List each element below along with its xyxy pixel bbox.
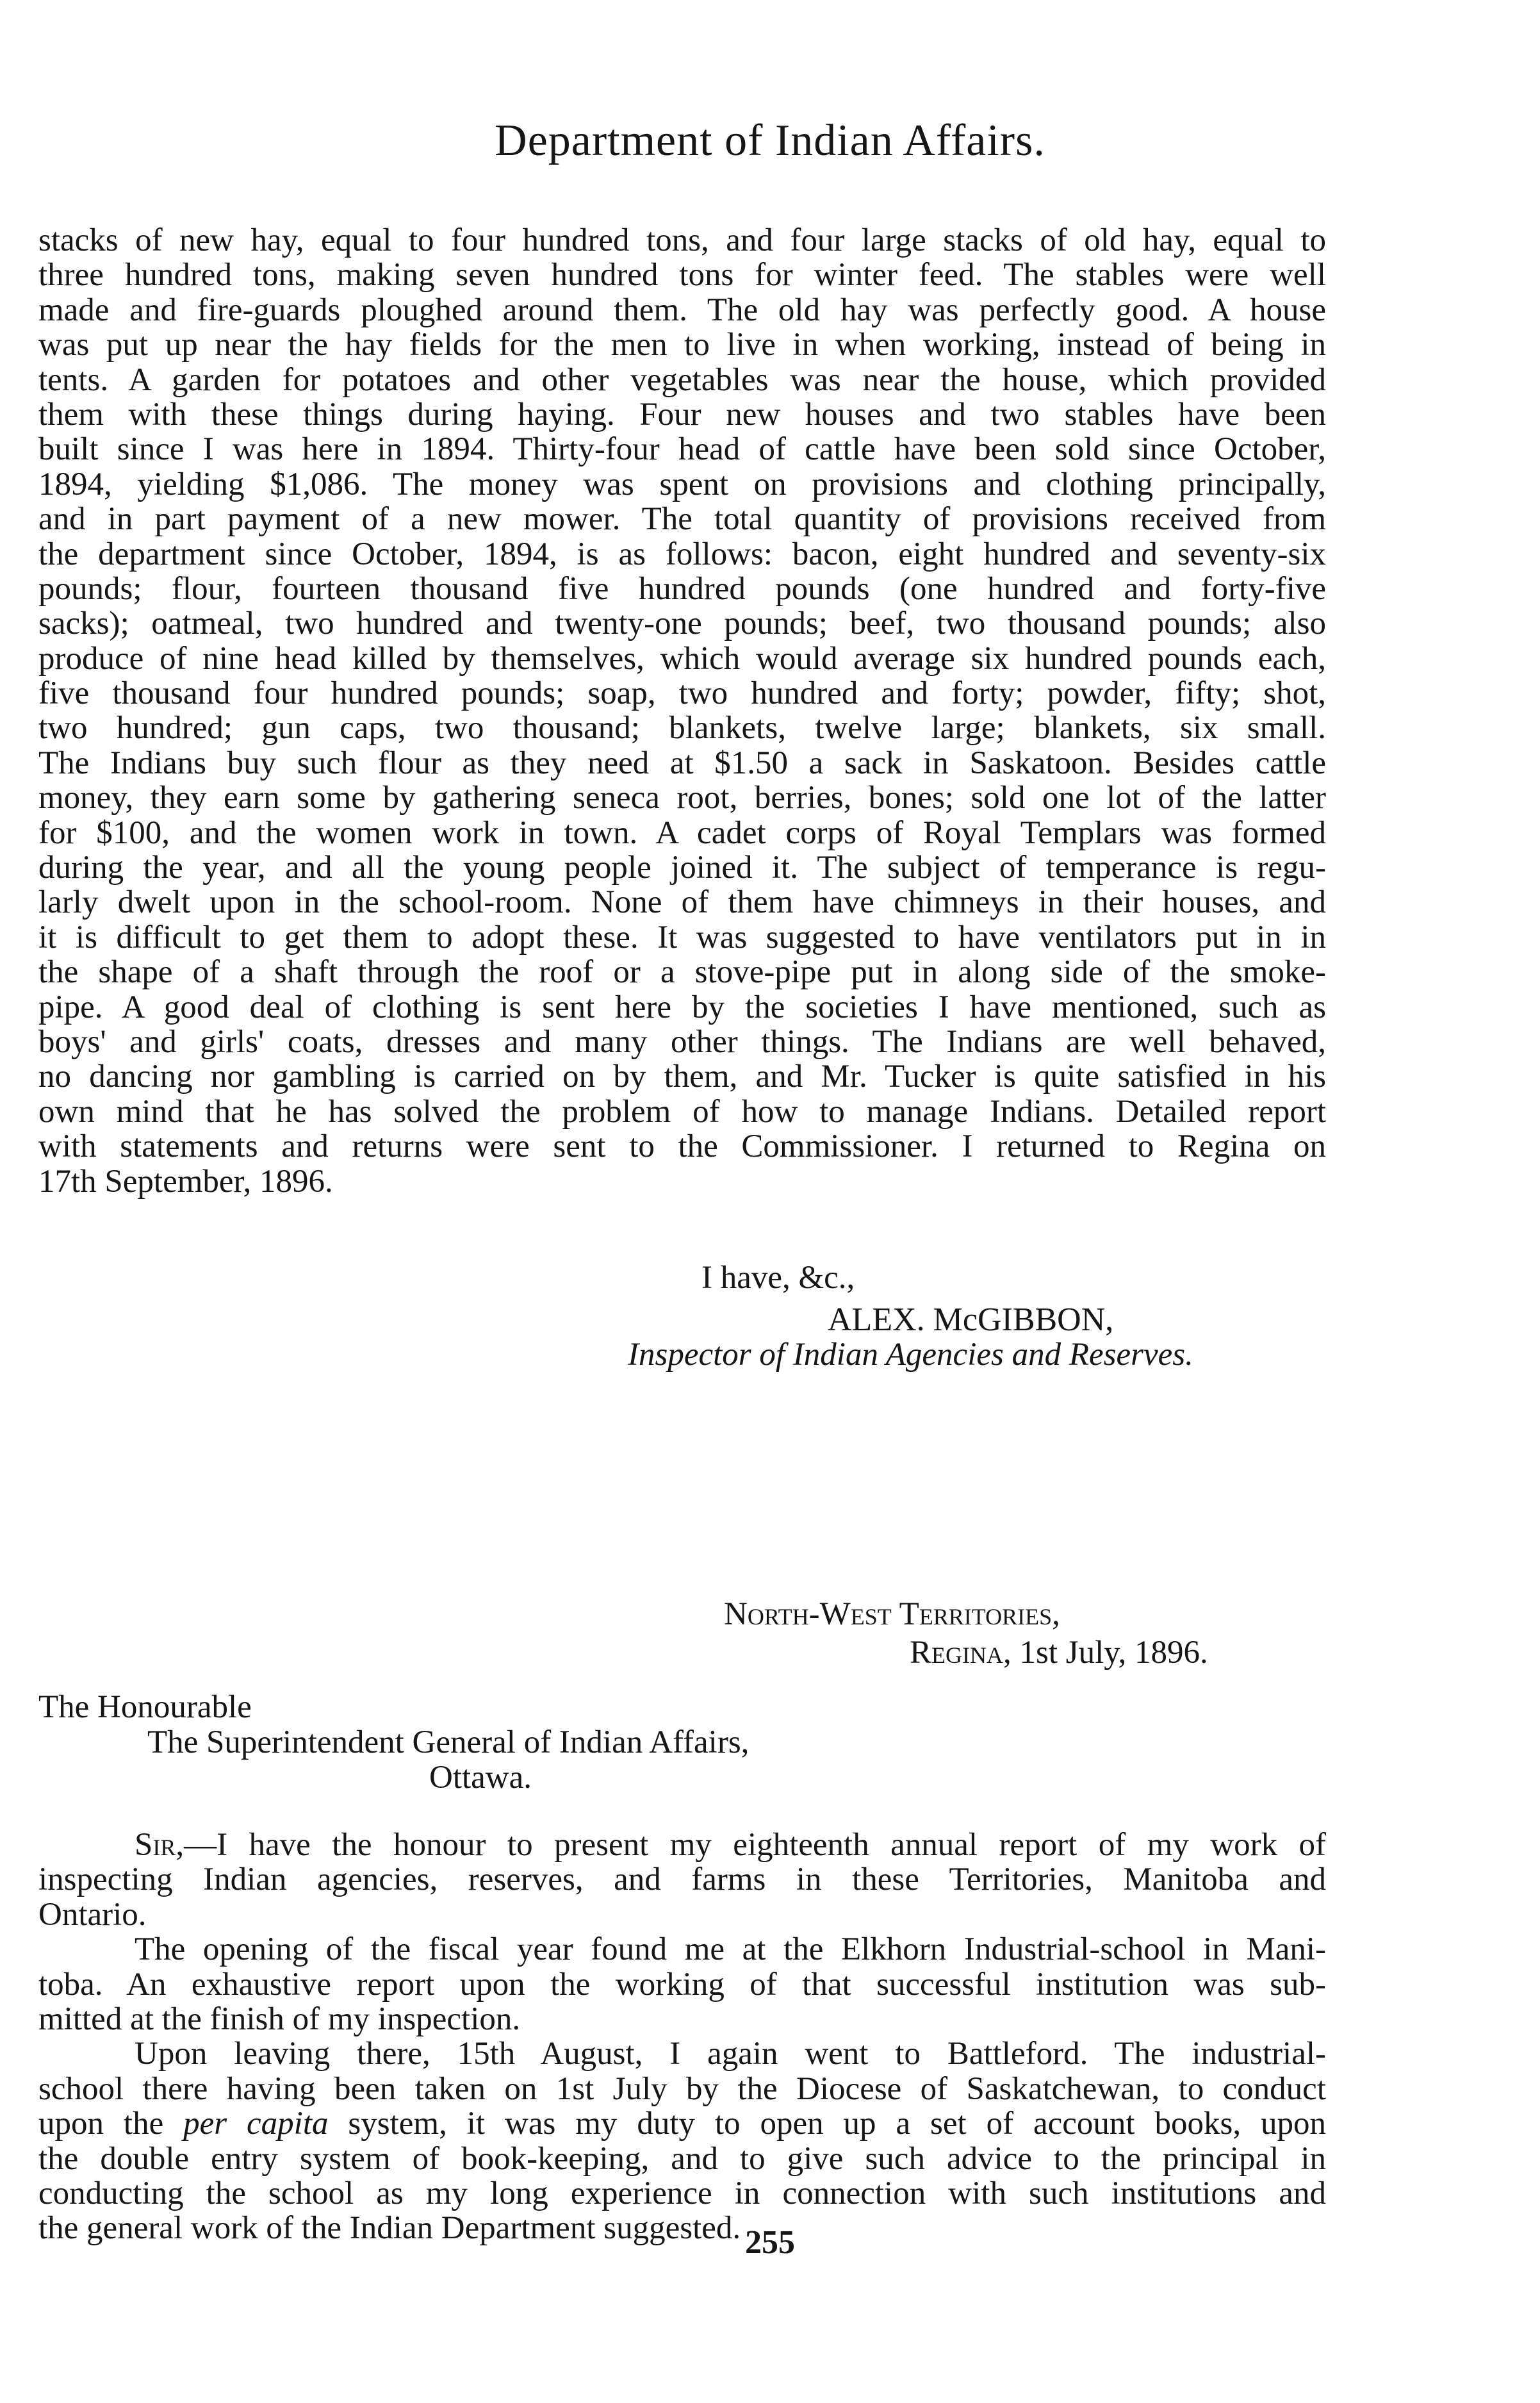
body-line: larly dwelt upon in the school-room. None of them have chimneys in their houses, and	[38, 884, 1326, 921]
letter-para2-line: toba. An exhaustive report upon the working of that successful institution was sub-	[38, 1966, 1326, 2002]
page-header: Department of Indian Affairs.	[495, 116, 1045, 165]
body-line: built since I was here in 1894. Thirty-four head of cattle have been sold since October,	[38, 431, 1326, 468]
body-line: was put up near the hay fields for the men to live in when working, instead of being in	[38, 327, 1326, 363]
body-line: sacks); oatmeal, two hundred and twenty-one pounds; beef, two thousand pounds; also	[38, 606, 1326, 642]
body-line: for $100, and the women work in town. A cadet corps of Royal Templars was formed	[38, 814, 1326, 851]
body-line: produce of nine head killed by themselves, which would average six hundred pounds each,	[38, 640, 1326, 677]
letter-para1-line: Ontario.	[38, 1896, 147, 1933]
letter-para2-line: mitted at the finish of my inspection.	[38, 2001, 521, 2037]
signoff-title: Inspector of Indian Agencies and Reserves.	[628, 1337, 1193, 1373]
addressee-line-3: Ottawa.	[429, 1760, 532, 1796]
body-line: money, they earn some by gathering seneca root, berries, bones; sold one lot of the latter	[38, 780, 1326, 816]
letter-para1-line: Sir,—I have the honour to present my eighteenth annual report of my work of	[135, 1827, 1326, 1863]
letter-para3-line: the double entry system of book-keeping, and to give such advice to the principal in	[38, 2140, 1326, 2177]
body-line: boys' and girls' coats, dresses and many other things. The Indians are well behaved,	[38, 1023, 1326, 1060]
dateline-place: North-West Territories,	[724, 1596, 1060, 1632]
body-line: and in part payment of a new mower. The total quantity of provisions received from	[38, 501, 1326, 538]
letter-para3-line: school there having been taken on 1st July by the Diocese of Saskatchewan, to conduct	[38, 2070, 1326, 2107]
body-line: with statements and returns were sent to the Commissioner. I returned to Regina on	[38, 1128, 1326, 1165]
body-line: it is difficult to get them to adopt these. It was suggested to have ventilators put in in	[38, 919, 1326, 955]
body-line: pounds; flour, fourteen thousand five hundred pounds (one hundred and forty-five	[38, 570, 1326, 607]
addressee-line-2: The Superintendent General of Indian Affairs,	[147, 1724, 750, 1760]
signoff-name: ALEX. McGIBBON,	[828, 1301, 1114, 1338]
body-line: two hundred; gun caps, two thousand; blankets, twelve large; blankets, six small.	[38, 710, 1326, 747]
body-line: tents. A garden for potatoes and other vegetables was near the house, which provided	[38, 361, 1326, 398]
letter-para3-line: the general work of the Indian Department suggested.	[38, 2210, 741, 2247]
body-text	[38, 223, 1326, 1199]
body-line: five thousand four hundred pounds; soap, two hundred and forty; powder, fifty; shot,	[38, 675, 1326, 712]
page-number: 255	[745, 2224, 795, 2261]
body-line: three hundred tons, making seven hundred tons for winter feed. The stables were well	[38, 257, 1326, 293]
letter-salutation: Sir,	[135, 1827, 184, 1863]
dateline-date: 1st July, 1896.	[1019, 1635, 1208, 1671]
body-line: own mind that he has solved the problem of how to manage Indians. Detailed report	[38, 1093, 1326, 1130]
letter-para3-line: upon the per capita system, it was my duty to open up a set of account books, upon	[38, 2106, 1326, 2142]
italic-term: per capita	[183, 2106, 329, 2142]
addressee-line-1: The Honourable	[38, 1689, 252, 1725]
body-line: 17th September, 1896.	[38, 1163, 333, 1200]
signoff-salutation: I have, &c.,	[701, 1260, 855, 1296]
dateline-date-line	[910, 1634, 1208, 1671]
body-line: made and fire-guards ploughed around them. The old hay was perfectly good. A house	[38, 292, 1326, 328]
letter-para2-line: The opening of the fiscal year found me at the Elkhorn Industrial-school in Mani-	[135, 1931, 1326, 1968]
letter-para3-line: Upon leaving there, 15th August, I again went to Battleford. The industrial-	[135, 2036, 1326, 2072]
body-line: the shape of a shaft through the roof or a stove-pipe put in along side of the smoke-	[38, 954, 1326, 991]
letter-body	[38, 1828, 1326, 2246]
body-line: pipe. A good deal of clothing is sent here by the societies I have mentioned, such as	[38, 989, 1326, 1025]
body-line: stacks of new hay, equal to four hundred tons, and four large stacks of old hay, equal to	[38, 222, 1326, 258]
body-line: no dancing nor gambling is carried on by them, and Mr. Tucker is quite satisfied in his	[38, 1059, 1326, 1095]
dateline-city: Regina,	[910, 1635, 1012, 1671]
body-line: them with these things during haying. Four new houses and two stables have been	[38, 396, 1326, 433]
body-line: the department since October, 1894, is as follows: bacon, eight hundred and seventy-six	[38, 536, 1326, 572]
letter-para1-line: inspecting Indian agencies, reserves, and farms in these Territories, Manitoba and	[38, 1862, 1326, 1898]
letter-para3-line: conducting the school as my long experience in connection with such institutions and	[38, 2175, 1326, 2211]
body-line: during the year, and all the young people joined it. The subject of temperance is regu-	[38, 850, 1326, 886]
body-line: The Indians buy such flour as they need at $1.50 a sack in Saskatoon. Besides cattle	[38, 745, 1326, 781]
body-line: 1894, yielding $1,086. The money was spent on provisions and clothing principally,	[38, 466, 1326, 502]
